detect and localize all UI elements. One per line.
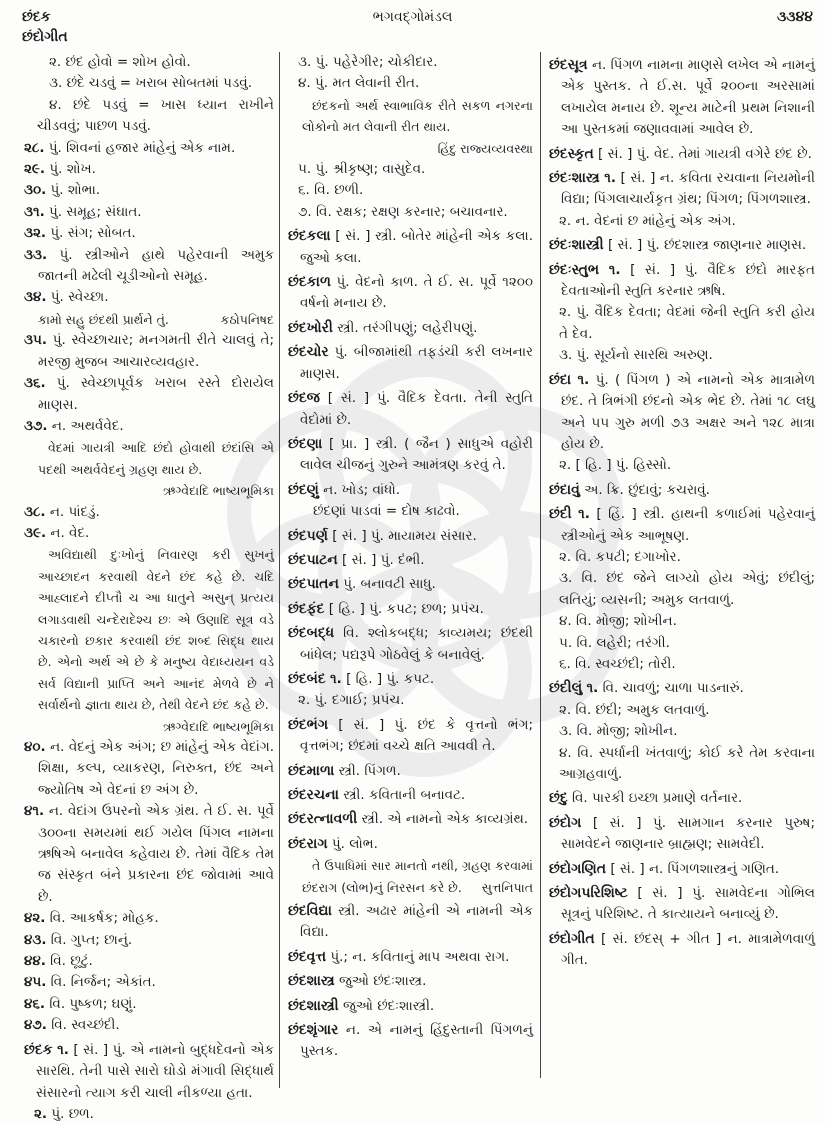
sense <box>24 287 274 308</box>
citation-text: કામો સહુ છંદથી પ્રાર્થને તું. <box>38 311 169 327</box>
sense <box>24 908 274 929</box>
headword: છંદક <box>24 1041 53 1058</box>
headword: છંદસૂત્ર <box>549 57 588 73</box>
sense <box>549 611 815 632</box>
headword: છંદઃસ્તુભ <box>549 261 600 278</box>
sense <box>549 547 815 568</box>
sense <box>549 654 815 675</box>
sense <box>24 801 274 908</box>
sense <box>24 180 274 201</box>
definition: પું. સ્વેચ્છા. <box>50 289 109 306</box>
sense <box>24 330 274 373</box>
headword: છંદોગ <box>549 814 582 831</box>
definition: વિ. સ્વચ્છંદી. <box>51 1017 120 1034</box>
idiom <box>24 95 274 138</box>
definition: [ સં. ] પું. સામવેદના ગોભિલ સૂત્રનું પરિશિષ્ટ. તે કાત્યાયને બનાવ્યું છે. <box>561 885 816 923</box>
definition: પું. સ્ત્રીઓને હાથે પહેરવાની અમુક જાતની મઢેલી ચૂડીઓનો સમૂહ. <box>38 246 274 285</box>
dictionary-entry <box>288 715 533 758</box>
headword: છંદઃશાસ્ત્રી <box>549 237 604 254</box>
definition: સ્ત્રી. અઢાર માંહેની એ નામની એક વિદ્યા. <box>300 903 533 941</box>
headword: છંદી <box>549 506 572 523</box>
dictionary-entry <box>549 370 815 456</box>
headword: છંદુ <box>549 790 568 807</box>
sense <box>24 737 274 801</box>
dictionary-entry <box>549 235 815 256</box>
citation-source: સુત્તનિપાત <box>481 879 533 895</box>
definition: [ સં. ] પું. છંદશાસ્ત્ર જાણનાર માણસ. <box>607 237 807 254</box>
dictionary-entry <box>288 434 533 477</box>
definition: વિ. નિર્જન; એકાંત. <box>50 974 156 991</box>
sense <box>24 930 274 951</box>
headword: છંદાવું <box>549 481 580 498</box>
headword: છંદા <box>549 371 572 388</box>
idiom-text: ૨. છંદ હોવો = શોખ હોવો. <box>49 54 191 70</box>
dictionary-entry <box>288 272 533 315</box>
sense-number: ૨. <box>298 692 311 709</box>
headword: છંદશાસ્ત્રી <box>288 997 339 1014</box>
dictionary-entry <box>288 526 533 547</box>
definition: ન. પાંદડું. <box>49 503 100 520</box>
dictionary-entry <box>549 144 815 165</box>
dictionary-entry <box>549 788 815 809</box>
sense-number: ૧. <box>330 670 342 687</box>
headword: છંદબંદ <box>288 670 326 687</box>
definition: [ સં. ] પું. વૈદિક છંદો મારફત દેવતાઓની સ્તુતિ કરનાર ઋષિ. <box>561 261 816 300</box>
definition: વિ. ચાવળું; ચાળા પાડનારું. <box>602 680 744 697</box>
headword: છંદપાતન <box>288 576 339 593</box>
sense-number: ૪. <box>298 75 311 92</box>
definition: [ સં. ] પું. સામગાન કરનાર પુરુષ; સામવેદને જાણનાર બ્રાહ્મણ; સામવેદી. <box>561 814 815 853</box>
citation-text: વેદમાં ગાયત્રી આદિ છંદો હોવાથી છંદાંસિ એ પદથી અથર્વવેદનું ગ્રહણ થાય છે. <box>38 440 274 477</box>
headword: છંદકાળ <box>288 274 331 291</box>
definition: ન. વેદ. <box>50 524 90 541</box>
sense <box>549 721 815 742</box>
definition: વિ. છૂટું. <box>50 953 93 970</box>
sense-number: ૧. <box>604 170 616 187</box>
headword: છંદરત્નાવળી <box>288 811 358 828</box>
sense <box>24 972 274 993</box>
sense <box>24 138 274 159</box>
sense-number: ૬. <box>559 655 571 672</box>
sense-number: ૩. <box>559 570 573 587</box>
definition: પું. સૂર્યનો સારથિ અરુણ. <box>576 347 713 364</box>
dictionary-entry <box>288 480 533 501</box>
dictionary-entry <box>288 550 533 571</box>
sense <box>288 180 533 201</box>
dictionary-entry <box>549 678 815 699</box>
sense <box>549 743 815 786</box>
headword: છંદરાગ <box>288 835 328 852</box>
dictionary-entry <box>549 260 815 303</box>
dictionary-entry <box>288 761 533 782</box>
sense-number: ૪૧. <box>24 803 45 820</box>
sense-number: ૧. <box>608 261 621 278</box>
sense-number: ૨. <box>559 701 572 718</box>
dictionary-entry <box>24 1040 274 1104</box>
headword: છંદભંગ <box>288 716 329 733</box>
citation-source: ઋગ્વેદાદિ ભાષ્યભૂમિકા <box>163 718 274 734</box>
sense-number: ૩. <box>559 347 573 364</box>
citation-text: અવિદ્યાથી દુઃખોનું નિવારણ કરી સુખનું આચ્છાદન કરવાથી વેદને છંદ કહે છે. ચદિ આહ્લાદને દીપ્તૌ ચ આ ધાતુને અસુન્ પ્રત્યય લગાડવાથી ચન્દેરાદેશ્ચ છઃ એ ઉણાદિ સૂત્ર વડે ચકારનો છકાર કરવાથી છંદ શબ્દ સિદ્ધ થાય છે. એનો અર્થ એ છે કે મનુષ્ય વેદાધ્યયન વડે સર્વ વિદ્યાની પ્રાપ્તિ અને આનંદ મેળવે છે ને સર્વાર્થનો જ્ઞાતા થાય છે, તેથી વેદને છંદ કહે છે. <box>38 547 274 713</box>
definition: પું. દગાઈ; પ્રપંચ. <box>314 692 405 709</box>
definition: વિ. છંદ જેને લાગ્યો હોય એવું; છંદીલું; લતિયું; વ્યસની; અમુક લતવાળું. <box>559 570 815 608</box>
sense <box>24 1104 274 1125</box>
sense-number: ૨૯. <box>24 161 46 178</box>
headword: છંદપર્ણ <box>288 527 328 544</box>
sense-number: ૬. <box>298 182 310 199</box>
sense-number: ૩૯. <box>24 524 47 541</box>
idiom-text: છંદણાં પાડવાં = દોષ કાઢવો. <box>313 503 460 520</box>
definition: [ હિં. ] સ્ત્રી. હાથની કળાઈમાં પહેરવાનું સ્ત્રીઓનું એક આભૂષણ. <box>561 506 815 544</box>
dictionary-entry <box>549 504 815 547</box>
sense-number: ૫. <box>298 161 312 178</box>
cross-reference: જુઓ છંદઃશાસ્ત્રી. <box>342 997 435 1014</box>
definition: પું. સમૂહ; સંઘાત. <box>49 203 142 220</box>
definition: વિ. સ્વચ્છંદી; તોરી. <box>575 655 676 672</box>
last-headword-guide: છંદોગીત <box>22 29 68 45</box>
definition: ન. વેદનું એક અંગ; છ માંહેનું એક વેદાંગ. શિક્ષા, કલ્પ, વ્યાકરણ, નિરુક્ત, છંદ અને જ્યોતિષ એ વેદનાં છ અંગ છે. <box>38 739 274 798</box>
sense-number: ૨. <box>559 212 572 229</box>
sense <box>24 202 274 223</box>
dictionary-entry <box>288 901 533 944</box>
definition: [ સં. ] ન. કવિતા રચવાના નિયમોની વિદ્યા; પિંગલાચાર્યકૃત ગ્રંથ; પિંગળ; પિંગળશાસ્ત્ર. <box>561 170 815 208</box>
definition: પું. શ્રીકૃષ્ણ; વાસુદેવ. <box>315 161 426 178</box>
dictionary-entry <box>288 669 533 690</box>
headword: છંદબદ્ધ <box>288 625 335 642</box>
definition: વિ. છળી. <box>314 182 364 199</box>
definition: ન. પિંગળ નામના માણસે લખેલ એ નામનું એક પુસ્તક. તે ઈ.સ. પૂર્વે ૨૦૦ના અરસામાં લખાયેલ મનાય છે. શૂન્ય માટેની પ્રથમ નિશાની આ પુસ્તકમાં જણાવવામાં આવેલ છે. <box>561 57 815 138</box>
definition: પું. શિવનાં હજાર માંહેનું એક નામ. <box>48 139 236 156</box>
idiom <box>24 52 274 73</box>
dictionary-entry <box>288 947 533 968</box>
definition: પું.; ન. કવિતાનું માપ અથવા રાગ. <box>330 948 510 965</box>
headword: છંદશૃંગાર <box>288 1022 339 1039</box>
definition: ન. અથર્વવેદ. <box>51 417 124 434</box>
sense <box>288 159 533 180</box>
citation-text: તે ઉપાધિમાં સાર માનતો નથી, ગ્રહણ કરવામાં છંદરાગ (લોભ)નું નિરસન કરે છે. <box>302 858 533 895</box>
sense-number: ૩૬. <box>24 375 46 392</box>
sense-number: ૩. <box>559 723 573 740</box>
idiom-text: ૩. છંદે ચડવું = ખરાબ સોબતમાં પડવું. <box>49 75 252 92</box>
sense <box>549 700 815 721</box>
definition: પું. વેદનો કાળ. તે ઈ. સ. પૂર્વે ૧૨૦૦ વર્ષનો મનાય છે. <box>300 274 534 312</box>
citation <box>288 855 533 898</box>
definition: પું. લોભ. <box>331 835 378 852</box>
dictionary-entry <box>288 388 533 431</box>
sense <box>24 373 274 416</box>
dictionary-entry <box>288 996 533 1017</box>
definition: [ સં. ] પું. વેદ. તેમાં ગાયત્રી વગેરે છંદ છે. <box>598 145 812 162</box>
definition: [ સં. ] પું. માયામય સંસાર. <box>332 527 477 544</box>
sense-number: ૧. <box>577 371 590 388</box>
definition: પું. બનાવટી સાધુ. <box>343 576 436 593</box>
sense-number: ૩૮. <box>24 503 46 520</box>
headword: છંદણા <box>288 435 323 452</box>
sense <box>549 455 815 476</box>
sense-number: ૩૩. <box>24 246 48 263</box>
sense-number: ૨. <box>34 1105 48 1122</box>
definition: વિ. શ્લોકબદ્ધ; કાવ્યમય; છંદથી બાંધેલ; પદ્યરૂપે ગોઠવેલું કે બનાવેલું. <box>300 625 533 663</box>
column-left <box>24 52 274 1125</box>
headword: છંદજ <box>288 390 320 407</box>
headword: છંદણું <box>288 481 319 498</box>
definition: સ્ત્રી. પિંગળ. <box>338 762 401 779</box>
dictionary-entry <box>288 834 533 855</box>
dictionary-entry <box>549 55 815 141</box>
sense-number: ૨. <box>559 304 572 321</box>
definition: વિ. રક્ષક; રક્ષણ કરનાર; બચાવનાર. <box>315 203 508 220</box>
dictionary-entry <box>549 480 815 501</box>
definition: વિ. પારકી ઇચ્છા પ્રમાણે વર્તનાર. <box>571 790 743 807</box>
definition: [ હિ. ] પું. કપટ; છળ; પ્રપંચ. <box>328 600 484 617</box>
definition: સ્ત્રી. તરંગીપણું; લહેરીપણું. <box>337 319 478 336</box>
sense-number: ૪૩. <box>24 931 47 948</box>
definition: [ સં. ] ન. પિંગળશાસ્ત્રનું ગણિત. <box>610 860 780 877</box>
sense-number: ૩. <box>298 54 312 70</box>
dictionary-entry <box>549 813 815 856</box>
definition: વિ. સ્પર્ધાની ખંતવાળું; કોઈ કરે તેમ કરવાના આગ્રહવાળું. <box>559 744 816 782</box>
dictionary-entry <box>549 859 815 880</box>
sense-number: ૩૧. <box>24 203 45 220</box>
headword: છંદઃશાસ્ત્ર <box>549 170 600 187</box>
citation <box>24 309 274 330</box>
definition: વિ. મોજી; શોખીન. <box>576 723 678 740</box>
sense <box>24 1015 274 1036</box>
definition: વિ. ગુપ્ત; છાનું. <box>50 931 133 948</box>
cross-reference: જુઓ છંદઃશાસ્ત્ર. <box>338 973 427 990</box>
citation-source: હિંદુ રાજ્યવ્યવસ્થા <box>437 140 533 156</box>
sense <box>24 951 274 972</box>
headword: છંદવિદ્યા <box>288 903 332 920</box>
definition: [ સં. ] પું. વૈદિક દેવતા. તેની સ્તુતિ વેદોમાં છે. <box>300 390 533 428</box>
sense <box>288 202 533 223</box>
sense <box>24 502 274 523</box>
definition: પું. શોખ. <box>49 161 96 178</box>
idiom-text: ૪. છંદે પડવું = ખાસ ધ્યાન રાખીને ચીડવવું; પાછળ પડવું. <box>37 96 274 135</box>
definition: [ સં. ] પું. દંભી. <box>342 551 425 568</box>
definition: ન. વેદાંગ ઉપરનો એક ગ્રંથ. તે ઈ. સ. પૂર્વે ૩૦૦ના સમયમાં થઈ ગયેલ પિંગલ નામના ઋષિએ બનાવેલ કહેવાય છે. તેમાં વૈદિક તેમ જ સંસ્કૃત બંને પ્રકારના છંદ જોવામાં આવે છે. <box>38 803 274 905</box>
definition: ન. ખોડ; વાંધો. <box>323 481 401 498</box>
dictionary-entry <box>288 342 533 385</box>
headword: છંદસ્કૃત <box>549 145 594 162</box>
sense-number: ૭. <box>298 203 312 220</box>
sense <box>24 994 274 1015</box>
sense-number: ૩૪. <box>24 289 47 306</box>
dictionary-entry <box>288 1020 533 1063</box>
book-title: ભગવદ્ગોમંડલ <box>372 9 453 25</box>
headword: છંદપાટન <box>288 551 338 568</box>
sense-number: ૪. <box>559 613 572 630</box>
sense-number: ૧. <box>578 506 590 523</box>
sense-number: ૪૦. <box>24 739 46 755</box>
sense-number: ૪. <box>559 744 572 761</box>
definition: વિ. લહેરી; તરંગી. <box>576 634 670 651</box>
definition: પું. શોભા. <box>50 182 101 199</box>
sense <box>549 345 815 366</box>
definition: પું. સ્વેચ્છાપૂર્વક ખરાબ રસ્તે દોરાયેલ માણસ. <box>38 375 274 413</box>
sense <box>24 523 274 544</box>
headword: છંદચોર <box>288 344 329 361</box>
column-middle <box>288 52 533 1063</box>
dictionary-entry <box>288 574 533 595</box>
headword: છંદકલા <box>288 228 331 245</box>
sense-number: ૪૫. <box>24 974 47 991</box>
first-headword-guide: છંદક <box>22 9 51 25</box>
definition: પું. સ્વેચ્છાચાર; મનગમતી રીતે ચાલવું તે; મરજી મુજબ આચારવ્યવહાર. <box>38 332 274 370</box>
sense-number: ૪૭. <box>24 1017 47 1034</box>
headword: છંદમાળા <box>288 762 335 779</box>
sense <box>549 211 815 232</box>
dictionary-entry <box>288 226 533 269</box>
sense <box>288 690 533 711</box>
sense <box>549 302 815 345</box>
definition: [ હિ. ] પું. હિસ્સો. <box>575 457 672 474</box>
citation-source: ઋગ્વેદાદિ ભાષ્યભૂમિકા <box>163 483 274 499</box>
headword: છંદરચના <box>288 787 339 803</box>
definition: [ સં. ] પું. એ નામનો બુદ્ધદેવનો એક સારથિ. તેની પાસે સારો ઘોડો મંગાવી સિદ્ધાર્થ સંસારનો ત્યાગ કરી ચાલી નીકળ્યા હતા. <box>36 1041 275 1101</box>
dictionary-entry <box>288 809 533 830</box>
headword: છંદોગીત <box>549 930 595 947</box>
definition: પું. છળ. <box>51 1105 94 1122</box>
sense-number: ૨. <box>559 457 572 474</box>
headword: છંદખોરી <box>288 319 333 336</box>
definition: પું. પહેરેગીર; ચોકીદાર. <box>315 54 438 70</box>
dictionary-entry <box>549 168 815 211</box>
sense <box>24 223 274 244</box>
sense <box>24 159 274 180</box>
definition: પું. મત લેવાની રીત. <box>314 75 420 92</box>
idiom <box>288 501 533 522</box>
dictionary-entry <box>288 623 533 666</box>
headword: છંદફંદ <box>288 600 325 617</box>
headword: છંદશાસ્ત્ર <box>288 973 335 990</box>
definition: [ હિ. ] પું. કપટ. <box>346 670 435 687</box>
dictionary-entry <box>288 318 533 339</box>
sense <box>24 416 274 437</box>
column-right <box>549 52 815 972</box>
headword: છંદોગણિત <box>549 860 607 877</box>
sense-number: ૩૫. <box>24 332 47 349</box>
definition: ન. વેદનાં છ માંહેનું એક અંગ. <box>575 212 736 229</box>
headword: છંદવૃત્ત <box>288 948 327 965</box>
definition: પું. ( પિંગળ ) એ નામનો એક માત્રામેળ છંદ. તે ત્રિભંગી છંદનો એક ભેદ છે. તેમાં ૧૮ લઘુ અને ૫૫ ગુરુ મળી ૭૩ અક્ષર અને ૧૨૮ માત્રા હોય છે. <box>561 371 815 452</box>
sense-number: ૪૬. <box>24 995 46 1012</box>
sense-number: ૫. <box>559 634 573 651</box>
column-divider-right <box>540 52 541 1078</box>
headword: છંદીલું <box>549 680 583 697</box>
definition: [ સં. ] પું. છંદ કે વૃત્તનો ભંગ; વૃત્તભંગ; છંદમાં વચ્ચે ક્ષતિ આવવી તે. <box>300 716 533 755</box>
definition: પું. બીજામાંથી તફડંચી કરી લખનાર માણસ. <box>300 344 533 382</box>
sense-number: ૩૦. <box>24 182 47 199</box>
definition: પું. વૈદિક દેવતા; વેદમાં જેની સ્તુતિ કરી હોય તે દેવ. <box>559 304 816 342</box>
sense <box>549 568 815 611</box>
definition: વિ. છંદી; અમુક લતવાળું. <box>575 701 710 718</box>
dictionary-entry <box>288 785 533 806</box>
dictionary-entry <box>549 883 815 926</box>
citation-text: છંદકનો અર્થ સ્વાભાવિક રીતે સકળ નગરના લોકોનો મત લેવાની રીત થાય. <box>302 97 533 135</box>
sense-number: ૨. <box>559 548 572 565</box>
dictionary-entry <box>549 929 815 972</box>
sense <box>24 245 274 288</box>
definition: વિ. મોજી; શોખીન. <box>575 613 677 630</box>
page-number: ૩૩૪૪ <box>776 9 813 25</box>
column-divider-left <box>279 52 280 1088</box>
definition: પું. સંગ; સોબત. <box>50 225 136 242</box>
dictionary-entry <box>288 599 533 620</box>
dictionary-entry <box>288 971 533 992</box>
definition: વિ. આકર્ષક; મોહક. <box>49 910 159 927</box>
definition: અ. ક્રિ. છુંદાવું; કચરાવું. <box>584 481 710 498</box>
citation-source: કઠોપનિષદ <box>220 311 274 327</box>
definition: [ પ્રા. ] સ્ત્રી. ( જૈન ) સાધુએ વહોરી લાવેલ ચીજનું ગુરુને આમંત્રણ કરવું તે. <box>300 435 533 474</box>
sense <box>288 73 533 94</box>
definition: [ સં. છંદસ્ + ગીત ] ન. માત્રામેળવાળું ગીત. <box>561 930 815 969</box>
definition: [ સં. ] સ્ત્રી. બોતેર માંહેની એક કલા. જુઓ કલા. <box>300 228 534 266</box>
definition: વિ. પુષ્કળ; ઘણું. <box>49 995 137 1012</box>
headword: છંદોગપરિશિષ્ટ <box>549 885 628 902</box>
sense-number: ૪૪. <box>24 953 46 970</box>
definition: વિ. કપટી; દગાખોર. <box>575 548 681 565</box>
sense-number: ૪૨. <box>24 910 46 927</box>
definition: સ્ત્રી. એ નામનો એક કાવ્યગ્રંથ. <box>361 811 529 828</box>
idiom <box>24 73 274 94</box>
sense-number: ૩૨. <box>24 225 47 242</box>
sense-number: ૨૮. <box>24 139 45 156</box>
definition: સ્ત્રી. કવિતાની બનાવટ. <box>343 787 466 803</box>
sense <box>549 633 815 654</box>
sense-number: ૧. <box>57 1041 69 1058</box>
definition: ન. એ નામનું હિંદુસ્તાની પિંગળનું પુસ્તક. <box>300 1022 533 1060</box>
sense-number: ૩૭. <box>24 417 48 434</box>
sense <box>288 52 533 73</box>
sense-number: ૧. <box>586 680 599 697</box>
